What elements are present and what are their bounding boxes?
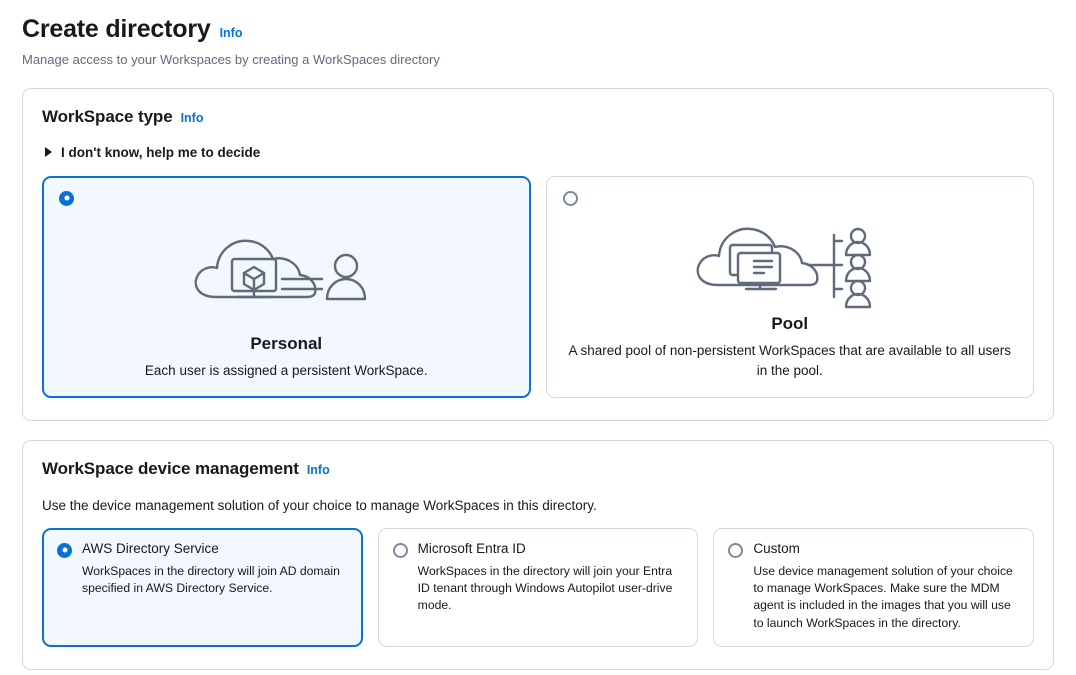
radio-wrap-entra xyxy=(393,541,408,563)
caret-right-icon xyxy=(45,147,52,157)
workspace-type-title: WorkSpace type xyxy=(42,106,173,126)
device-option-aws-body xyxy=(82,541,348,598)
cloud-desktop-users-icon xyxy=(563,200,1018,313)
radio-wrap-custom xyxy=(728,541,743,563)
tile-pool-name: Pool xyxy=(771,314,809,334)
device-management-header xyxy=(42,459,1034,479)
help-me-decide-label: I don't know, help me to decide xyxy=(61,144,261,160)
device-option-entra-label: Microsoft Entra ID xyxy=(417,540,526,556)
radio-wrap-aws xyxy=(57,541,72,563)
device-option-custom-description: Use device management solution of your choice to manage WorkSpaces. Make sure the MDM agent is included in the images that you will use to launch WorkSpaces in the directory. xyxy=(753,563,1013,630)
device-option-custom-label: Custom xyxy=(753,540,800,556)
help-me-decide-expander[interactable] xyxy=(42,145,1034,160)
workspace-type-tile-pool[interactable] xyxy=(546,176,1035,398)
device-option-aws-directory-service[interactable] xyxy=(42,528,363,648)
radio-aws-directory-service[interactable] xyxy=(57,543,72,558)
tile-personal-description: Each user is assigned a persistent WorkSpace. xyxy=(144,362,428,378)
device-option-custom-body xyxy=(753,541,1019,633)
device-management-title: WorkSpace device management xyxy=(42,458,299,478)
workspace-type-info-link[interactable]: Info xyxy=(180,110,204,125)
device-management-info-link[interactable]: Info xyxy=(306,462,330,477)
workspace-type-card xyxy=(22,88,1054,421)
page-subtitle: Manage access to your Workspaces by creating a WorkSpaces directory xyxy=(22,52,440,67)
radio-custom[interactable] xyxy=(728,543,743,558)
workspace-type-tile-personal[interactable] xyxy=(42,176,531,398)
device-option-custom[interactable] xyxy=(713,528,1034,648)
device-option-microsoft-entra-id[interactable] xyxy=(378,528,699,648)
cloud-desktop-user-icon xyxy=(59,200,514,332)
device-option-aws-label: AWS Directory Service xyxy=(82,540,219,556)
radio-personal[interactable] xyxy=(59,191,74,206)
device-option-aws-description: WorkSpaces in the directory will join AD domain specified in AWS Directory Service. xyxy=(82,563,340,596)
tile-pool-description: A shared pool of non-persistent WorkSpaces that are available to all users in the pool. xyxy=(568,343,1012,378)
device-management-description: Use the device management solution of your choice to manage WorkSpaces in this directory. xyxy=(42,497,597,513)
radio-microsoft-entra-id[interactable] xyxy=(393,543,408,558)
radio-pool[interactable] xyxy=(563,191,578,206)
device-management-options xyxy=(42,528,1034,648)
workspace-type-header xyxy=(42,107,1034,127)
workspace-type-tiles xyxy=(42,176,1034,398)
device-option-entra-description: WorkSpaces in the directory will join your Entra ID tenant through Windows Autopilot user-drive mode. xyxy=(417,563,673,613)
page-header xyxy=(22,14,1054,44)
device-option-entra-body xyxy=(418,541,684,615)
page-info-link[interactable]: Info xyxy=(219,26,243,40)
device-management-card xyxy=(22,440,1054,671)
page-title: Create directory xyxy=(22,15,211,43)
tile-personal-name: Personal xyxy=(250,333,323,353)
